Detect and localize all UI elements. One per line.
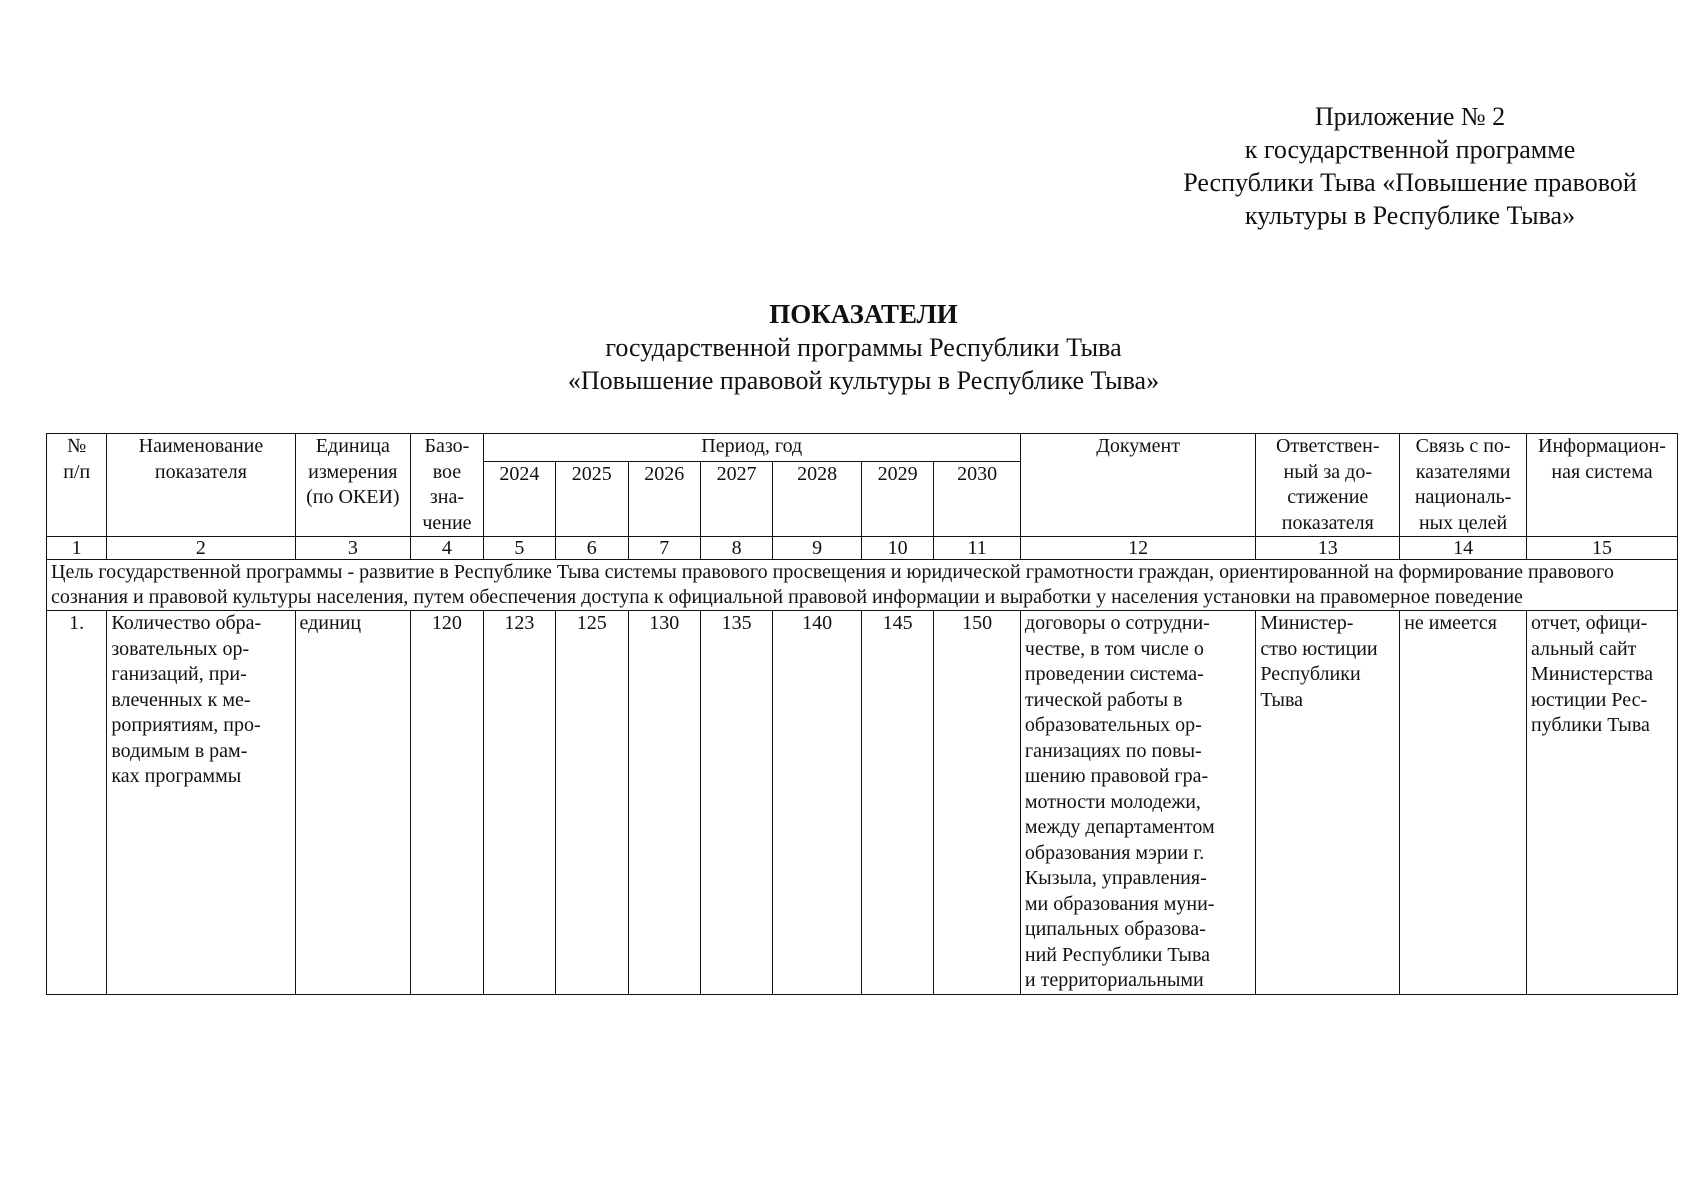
cell-line: шению правовой гра-: [1024, 765, 1209, 787]
header-year: 2025: [556, 462, 628, 537]
document-heading: [0, 298, 1697, 397]
header-text: националь-: [1414, 486, 1512, 508]
cell-line: публики Тыва: [1530, 714, 1650, 736]
table-row: [47, 611, 1678, 995]
header-text: Наименование: [138, 435, 264, 457]
header-unit: [295, 434, 411, 537]
cell-line: ми образования муни-: [1024, 892, 1215, 915]
column-number: 3: [295, 537, 411, 560]
appendix-line: к государственной программе: [1244, 135, 1576, 164]
header-year: 2030: [934, 462, 1021, 537]
header-row: [47, 434, 1678, 462]
cell-line: между департаментом: [1024, 816, 1215, 838]
cell-line: водимым в рам-: [111, 739, 248, 762]
cell-line: честве, в том числе о: [1024, 637, 1204, 660]
cell-line: проведении система-: [1024, 663, 1204, 685]
info-system-cell: [1526, 611, 1677, 995]
header-text: ный за до-: [1283, 460, 1372, 483]
header-year: 2024: [483, 462, 555, 537]
cell-line: Тыва: [1260, 688, 1304, 711]
row-number: 1.: [47, 611, 107, 995]
column-number: 15: [1526, 537, 1677, 560]
header-base: [411, 434, 483, 537]
cell-line: образования мэрии г.: [1024, 841, 1205, 864]
header-year: 2027: [700, 462, 772, 537]
column-number: 8: [700, 537, 772, 560]
cell-line: образовательных ор-: [1024, 714, 1202, 736]
year-value: 123: [483, 611, 555, 995]
appendix-line: Приложение № 2: [1314, 102, 1506, 131]
header-text: стижение: [1287, 486, 1369, 508]
base-value: 120: [411, 611, 483, 995]
year-value: 145: [861, 611, 933, 995]
program-goal-row: [47, 560, 1678, 611]
header-text: вое: [432, 460, 462, 483]
column-number: 9: [773, 537, 862, 560]
cell-line: договоры о сотрудни-: [1024, 612, 1210, 634]
header-text: Связь с по-: [1415, 435, 1511, 457]
header-info-system: [1526, 434, 1677, 537]
column-number: 14: [1400, 537, 1527, 560]
column-number: 4: [411, 537, 483, 560]
header-text: (по ОКЕИ): [306, 486, 400, 508]
column-number: 7: [628, 537, 700, 560]
cell-line: и территориальными: [1024, 969, 1204, 991]
cell-line: Количество обра-: [111, 612, 262, 634]
document-subtitle-line: государственной программы Республики Тыва: [605, 333, 1122, 362]
indicators-table: [46, 433, 1678, 995]
cell-line: отчет, офици-: [1530, 612, 1648, 634]
document-subtitle-line: «Повышение правовой культуры в Республике Тыва»: [567, 366, 1160, 395]
header-text: ная система: [1551, 460, 1653, 483]
header-text: показателя: [154, 460, 247, 483]
header-year: 2029: [861, 462, 933, 537]
indicator-name: [107, 611, 295, 995]
column-number: 1: [47, 537, 107, 560]
cell-line: ганизациях по повы-: [1024, 739, 1202, 762]
header-text: п/п: [63, 460, 91, 483]
header-name: [107, 434, 295, 537]
document-title: ПОКАЗАТЕЛИ: [769, 299, 958, 329]
cell-line: зовательных ор-: [111, 637, 250, 660]
header-period: Период, год: [483, 434, 1020, 462]
header-text: Информацион-: [1538, 435, 1666, 457]
header-text: показателя: [1281, 511, 1374, 534]
responsible-cell: [1256, 611, 1400, 995]
cell-line: ципальных образова-: [1024, 918, 1206, 940]
header-text: Базо-: [424, 435, 470, 457]
header-text: Единица: [315, 435, 390, 457]
cell-line: мотности молодежи,: [1024, 790, 1201, 813]
year-value: 150: [934, 611, 1021, 995]
document-cell: [1020, 611, 1255, 995]
column-number: 11: [934, 537, 1021, 560]
column-number-row: [47, 537, 1678, 560]
year-value: 135: [700, 611, 772, 995]
year-value: 130: [628, 611, 700, 995]
header-text: Ответствен-: [1275, 435, 1380, 457]
appendix-line: культуры в Республике Тыва»: [1244, 201, 1576, 230]
appendix-line: Республики Тыва «Повышение правовой: [1183, 168, 1637, 197]
cell-line: Министерства: [1530, 663, 1654, 685]
cell-line: юстиции Рес-: [1530, 688, 1648, 711]
header-responsible: [1256, 434, 1400, 537]
cell-line: тической работы в: [1024, 688, 1183, 711]
cell-line: Кызыла, управления-: [1024, 867, 1207, 889]
column-number: 12: [1020, 537, 1255, 560]
header-year: 2026: [628, 462, 700, 537]
cell-line: Министер-: [1260, 612, 1354, 634]
header-text: измерения: [308, 460, 398, 483]
header-text: зна-: [429, 486, 464, 508]
header-document: Документ: [1020, 434, 1255, 537]
column-number: 10: [861, 537, 933, 560]
column-number: 5: [483, 537, 555, 560]
unit-of-measure: единиц: [295, 611, 411, 995]
year-value: 125: [556, 611, 628, 995]
column-number: 2: [107, 537, 295, 560]
cell-line: роприятиям, про-: [111, 714, 261, 736]
appendix-block: [1140, 100, 1680, 232]
cell-line: ганизаций, при-: [111, 663, 247, 685]
column-number: 6: [556, 537, 628, 560]
cell-line: ках программы: [111, 765, 242, 787]
cell-line: ство юстиции: [1260, 637, 1378, 660]
header-text: чение: [422, 511, 472, 534]
column-number: 13: [1256, 537, 1400, 560]
cell-line: Республики: [1260, 663, 1361, 685]
cell-line: альный сайт: [1530, 637, 1637, 660]
program-goal: Цель государственной программы - развитие в Республике Тыва системы правового просвещения и юридической грамотности граждан, ориентированной на формирование правового сознания и правовой культуры населения, путем обеспечения доступа к официальной правовой информации и выработки у населения установки на правомерное поведение: [47, 560, 1678, 611]
cell-line: ний Республики Тыва: [1024, 943, 1211, 966]
header-text: казателями: [1415, 460, 1511, 483]
header-text: ных целей: [1418, 511, 1508, 534]
year-value: 140: [773, 611, 862, 995]
header-num: [47, 434, 107, 537]
cell-line: влеченных к ме-: [111, 688, 251, 711]
header-year: 2028: [773, 462, 862, 537]
header-text: №: [67, 435, 87, 457]
header-national-goals-link: [1400, 434, 1527, 537]
national-goals-link-cell: не имеется: [1400, 611, 1527, 995]
